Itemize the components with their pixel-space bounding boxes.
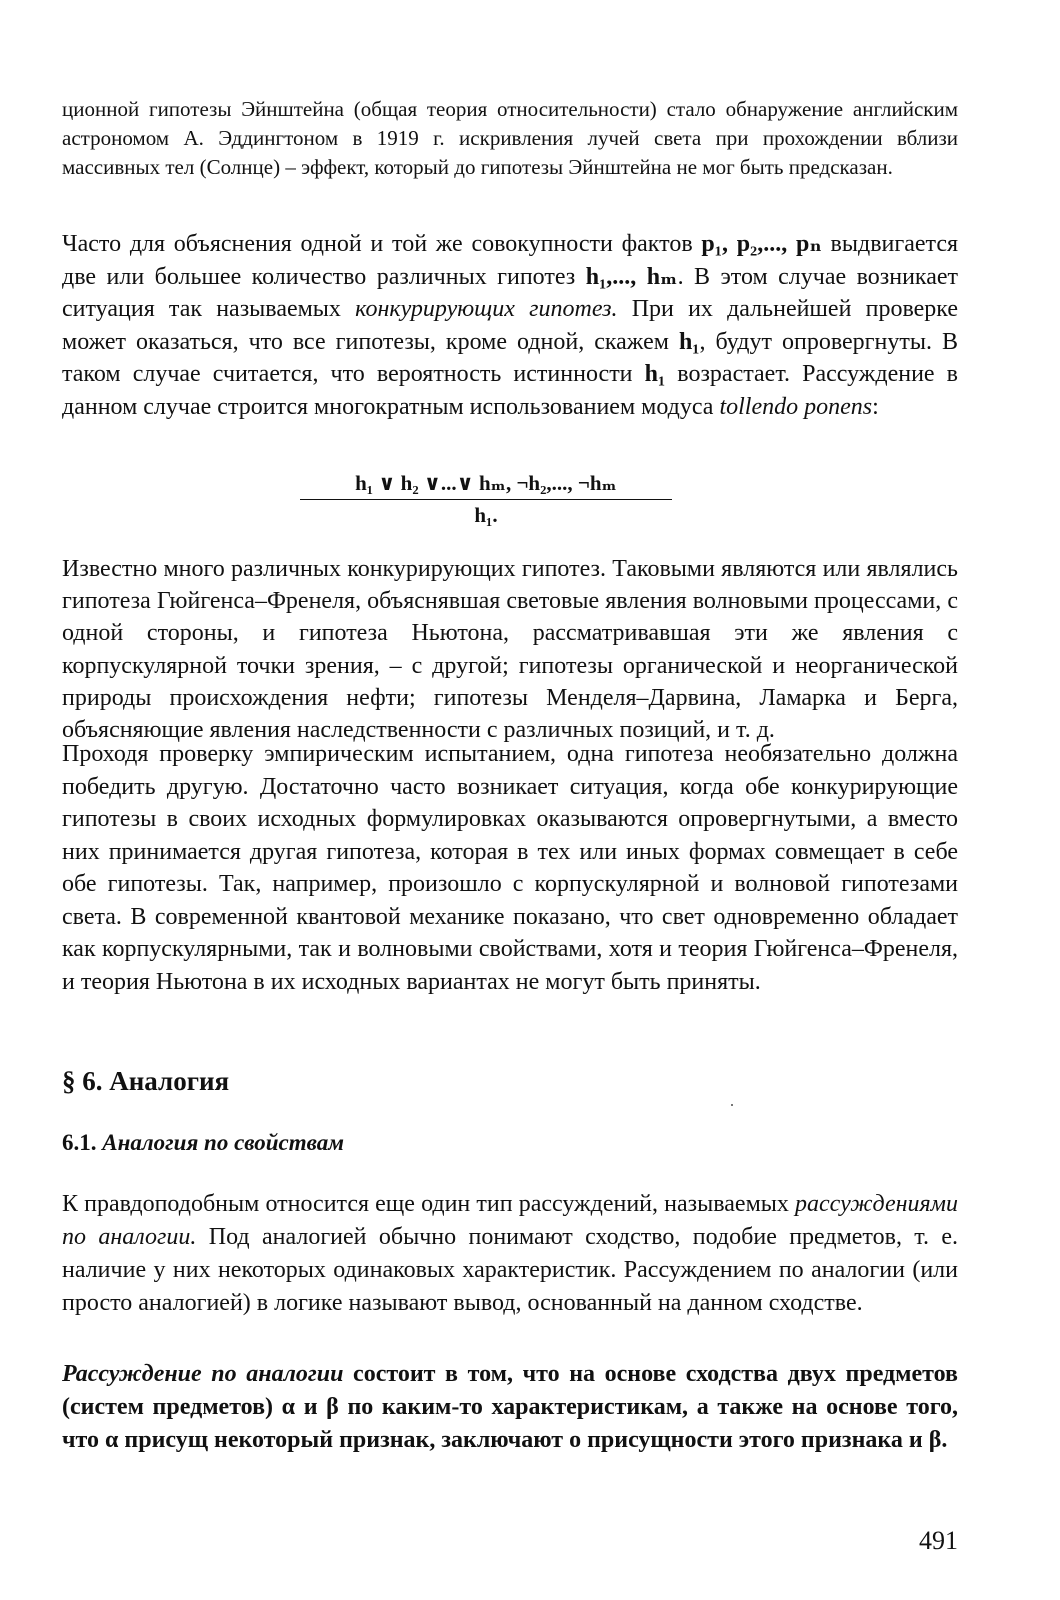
text-segment: выдвигается две или большее количество различных гипотез <box>62 231 959 290</box>
paragraph-analogy-intro <box>62 1188 958 1320</box>
paragraph-empirical-testing: Проходя проверку эмпирическим испытанием, одна гипотеза необязательно должна победить другую. Достаточно часто возникает ситуация, когда обе конкурирующие гипотезы в своих исходных формулировках оказываются опровергнутыми, а вместо них принимается другая гипотеза, которая в тех или иных формах совмещает в себе обе гипотезы. Так, например, произошло с корпускулярной и волновой гипотезами света. В современной квантовой механике показано, что свет одновременно обладает как корпускулярными, так и волновыми свойствами, хотя и теория Гюйгенса–Френеля, и теория Ньютона в их исходных вариантах не могут быть приняты. <box>62 741 958 995</box>
facts-notation: p₁, p₂,..., pₙ <box>701 231 822 257</box>
definition-term: Рассуждение по аналогии <box>62 1361 344 1387</box>
inference-formula <box>300 470 672 528</box>
subsection-number: 6.1. <box>62 1130 103 1155</box>
text-segment: . В этом случае возникает ситуация так называемых <box>62 263 959 322</box>
subsection-title: Аналогия по свойствам <box>102 1130 345 1155</box>
text-segment: При их дальнейшей проверке может оказаться, что все гипотезы, кроме одной, скажем <box>62 296 958 355</box>
formula-premises: h₁ ∨ h₂ ∨...∨ hₘ, ¬h₂,..., ¬hₘ <box>300 470 672 500</box>
term-competing-hypotheses: конкурирующих гипотез. <box>355 296 618 322</box>
term-tollendo-ponens: tollendo ponens <box>719 393 873 420</box>
definition-analogy <box>62 1358 958 1457</box>
paragraph-einstein: ционной гипотезы Эйнштейна (общая теория относительности) стало обнаружение английским астрономом А. Эддингтоном в 1919 г. искривления лучей света при прохождении вблизи массивных тел (Солнце) – эффект, который до гипотезы Эйнштейна не мог быть предсказан. <box>62 97 958 179</box>
text-segment: : <box>872 393 879 420</box>
text-segment: К правдоподобным относится еще один тип рассуждений, называемых <box>62 1191 796 1217</box>
hypotheses-notation: h₁,..., hₘ <box>585 263 678 290</box>
subsection-heading <box>62 1130 344 1156</box>
formula-conclusion: h₁. <box>474 503 498 527</box>
text-segment: Под аналогией обычно понимают сходство, подобие предметов, т. е. наличие у них некоторых одинаковых характеристик. Рассуждением по аналогии (или просто аналогией) в логике называют вывод, основанный на данном сходстве. <box>62 1224 959 1316</box>
print-speck <box>731 1104 733 1106</box>
h1-notation: h₁ <box>678 328 700 355</box>
page-number: 491 <box>919 1526 958 1555</box>
section-heading: § 6. Аналогия <box>62 1066 230 1096</box>
text-segment: возрастает. Рассуждение в данном случае строится многократным использованием модуса <box>62 361 958 420</box>
term-reasoning-by-analogy: рассуждениями по аналогии. <box>62 1191 958 1250</box>
h1-notation: h₁ <box>644 361 666 387</box>
paragraph-competing-hypotheses <box>62 228 958 423</box>
text-segment: , будут опровергнуты. В таком случае считается, что вероятность истинности <box>62 328 959 387</box>
definition-text: состоит в том, что на основе сходства двух предметов (систем предметов) α и β по каким-то характеристикам, а также на основе того, что α присущ некоторый признак, заключают о присущности этого признака и β. <box>62 1361 959 1453</box>
paragraph-examples: Известно много различных конкурирующих гипотез. Таковыми являются или являлись гипотеза Гюйгенса–Френеля, объяснявшая световые явления волновыми процессами, с одной стороны, и гипотеза Ньютона, рассматривавшая эти же явления с корпускулярной точки зрения, – с другой; гипотезы органической и неорганической природы происхождения нефти; гипотезы Менделя–Дарвина, Ламарка и Берга, объясняющие явления наследственности с различных позиций, и т. д. <box>62 556 958 744</box>
text-segment: Часто для объяснения одной и той же совокупности фактов <box>62 231 702 257</box>
